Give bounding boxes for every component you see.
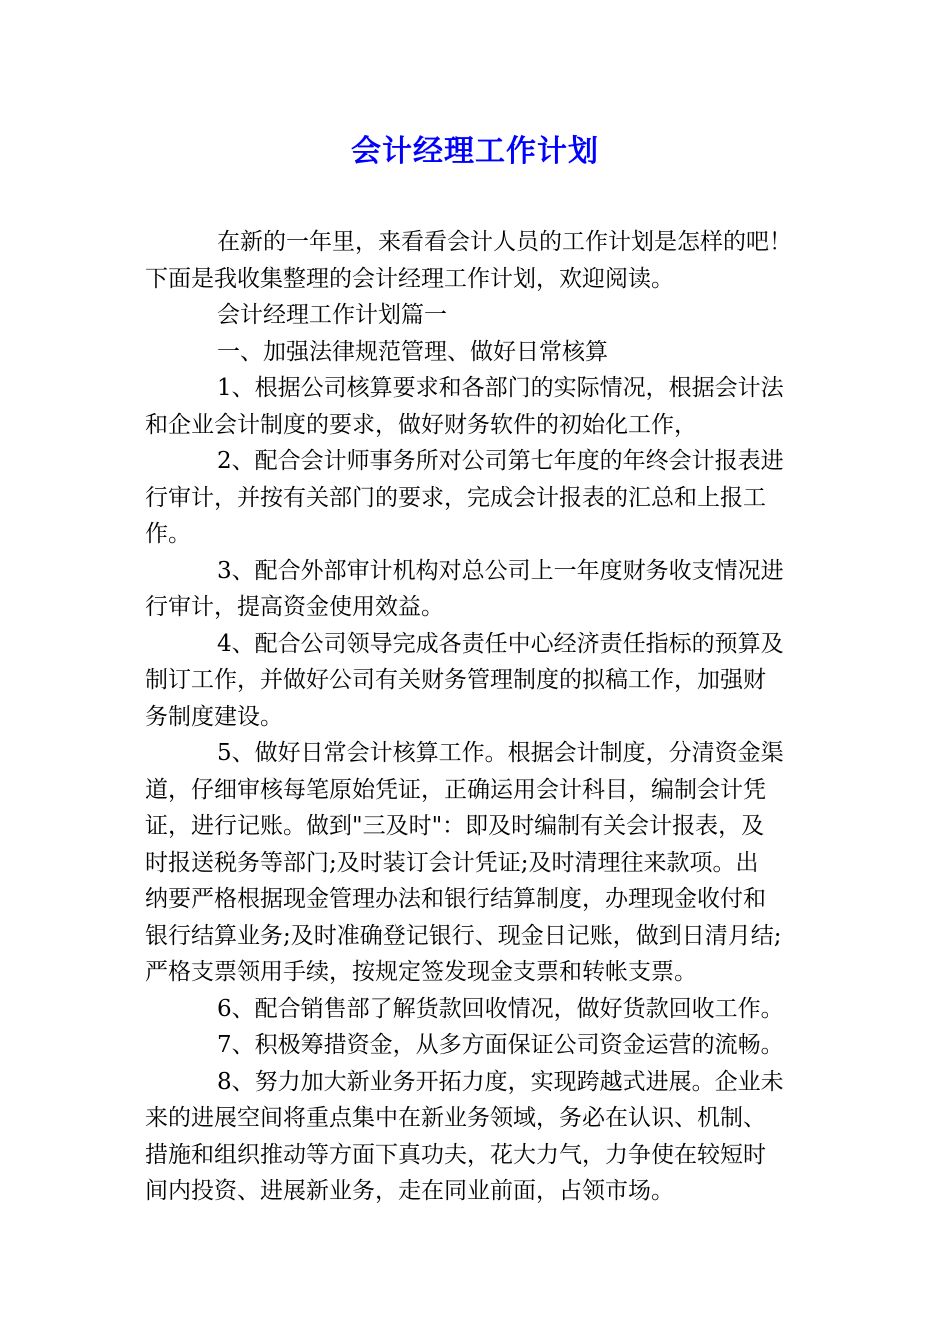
text-line: 3、配合外部审计机构对总公司上一年度财务收支情况进 bbox=[217, 557, 784, 584]
text-line: 6、配合销售部了解货款回收情况，做好货款回收工作。 bbox=[217, 995, 784, 1022]
paragraph-item-7 bbox=[145, 1027, 810, 1064]
text-line: 2、配合会计师事务所对公司第七年度的年终会计报表进 bbox=[217, 448, 784, 474]
text-line: 行审计，提高资金使用效益。 bbox=[145, 594, 444, 620]
paragraph-item-1 bbox=[145, 370, 810, 443]
text-line: 间内投资、进展新业务，走在同业前面，占领市场。 bbox=[145, 1178, 674, 1204]
text-line: 制订工作，并做好公司有关财务管理制度的拟稿工作，加强财 bbox=[145, 667, 766, 693]
paragraph-section-title bbox=[145, 297, 810, 334]
text-line: 时报送税务等部门;及时装订会计凭证;及时清理往来款项。出 bbox=[145, 849, 759, 876]
text-line: 道，仔细审核每笔原始凭证，正确运用会计科目，编制会计凭 bbox=[145, 776, 766, 803]
text-line: 在新的一年里，来看看会计人员的工作计划是怎样的吧！ bbox=[217, 229, 792, 255]
text-line: 严格支票领用手续，按规定签发现金支票和转帐支票。 bbox=[145, 959, 697, 985]
text-line: 4、配合公司领导完成各责任中心经济责任指标的预算及 bbox=[217, 630, 784, 657]
text-line: 一、加强法律规范管理、做好日常核算 bbox=[217, 338, 608, 365]
text-line: 会计经理工作计划篇一 bbox=[217, 302, 447, 328]
text-line: 7、积极筹措资金，从多方面保证公司资金运营的流畅。 bbox=[217, 1032, 784, 1058]
text-line: 来的进展空间将重点集中在新业务领域，务必在认识、机制、 bbox=[145, 1105, 766, 1131]
text-line: 证，进行记账。做到"三及时"：即及时编制有关会计报表，及 bbox=[145, 813, 765, 839]
paragraph-item-6 bbox=[145, 991, 810, 1028]
paragraph-intro bbox=[145, 224, 810, 297]
text-line: 5、做好日常会计核算工作。根据会计制度，分清资金渠 bbox=[217, 740, 784, 766]
paragraph-item-2 bbox=[145, 443, 810, 553]
text-line: 银行结算业务;及时准确登记银行、现金日记账，做到日清月结; bbox=[145, 922, 782, 949]
text-line: 务制度建设。 bbox=[145, 703, 283, 730]
paragraph-item-5 bbox=[145, 735, 810, 991]
paragraph-heading bbox=[145, 334, 810, 371]
paragraph-item-8 bbox=[145, 1064, 810, 1210]
paragraph-item-4 bbox=[145, 626, 810, 736]
text-line: 作。 bbox=[145, 521, 191, 547]
text-line: 纳要严格根据现金管理办法和银行结算制度，办理现金收付和 bbox=[145, 886, 766, 912]
text-line: 下面是我收集整理的会计经理工作计划，欢迎阅读。 bbox=[145, 265, 674, 292]
text-line: 措施和组织推动等方面下真功夫，花大力气，力争使在较短时 bbox=[145, 1141, 766, 1168]
document-body bbox=[145, 224, 810, 1210]
paragraph-item-3 bbox=[145, 553, 810, 626]
text-line: 1、根据公司核算要求和各部门的实际情况，根据会计法 bbox=[217, 375, 784, 401]
document-title: 会计经理工作计划 bbox=[351, 134, 599, 169]
text-line: 行审计，并按有关部门的要求，完成会计报表的汇总和上报工 bbox=[145, 484, 766, 511]
text-line: 和企业会计制度的要求，做好财务软件的初始化工作， bbox=[145, 411, 697, 438]
text-line: 8、努力加大新业务开拓力度，实现跨越式进展。企业未 bbox=[217, 1068, 784, 1095]
